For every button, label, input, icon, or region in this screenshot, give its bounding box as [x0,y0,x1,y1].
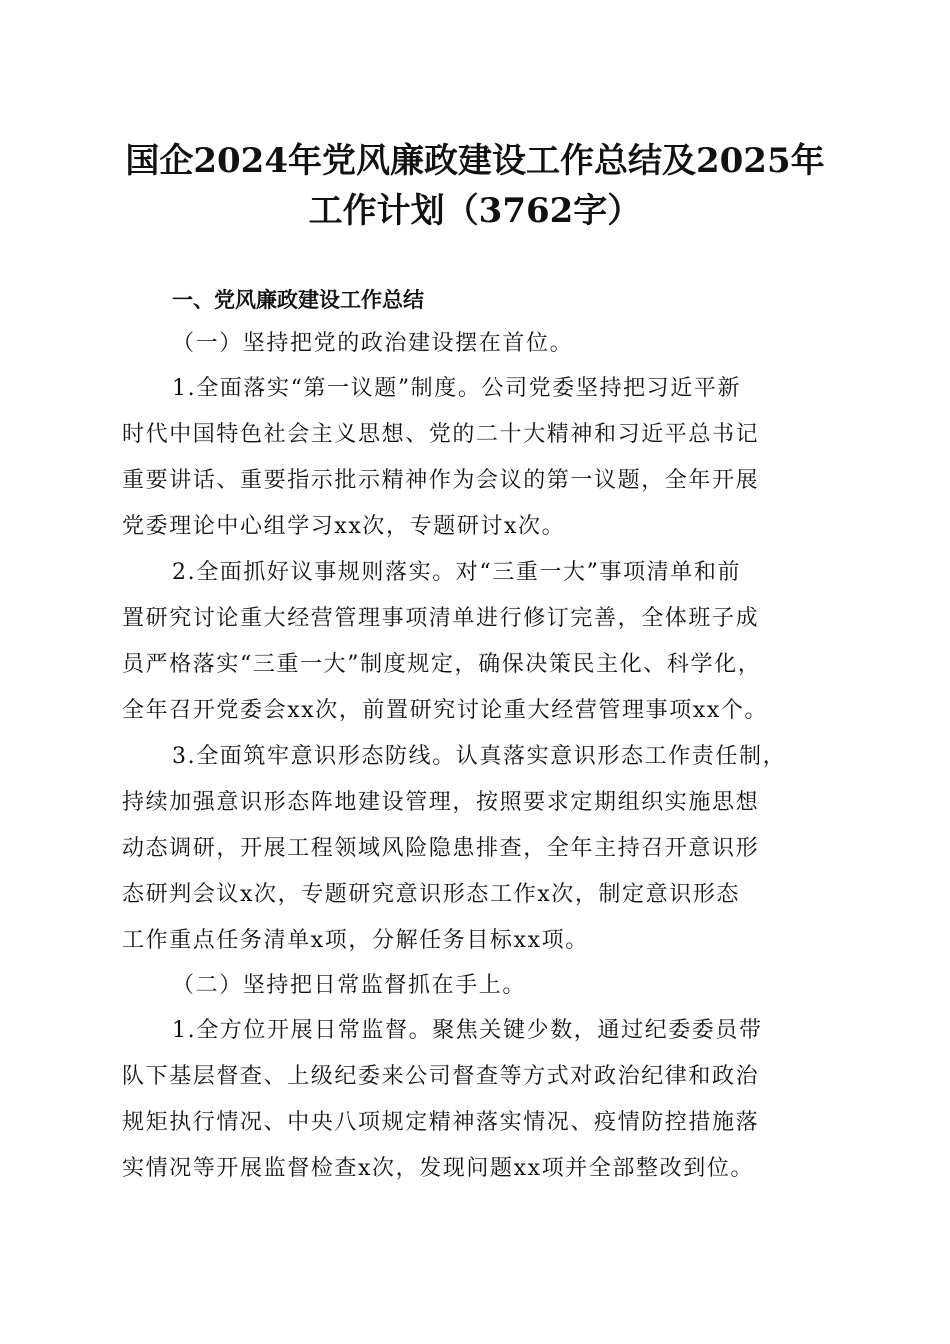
subsection-heading: （二）坚持把日常监督抓在手上。 [172,973,527,998]
paragraph-line: 工作重点任务清单x项，分解任务目标xx项。 [122,928,589,953]
paragraph-line: 3.全面筑牢意识形态防线。认真落实意识形态工作责任制， [172,744,787,769]
paragraph [122,734,832,964]
paragraph [122,1008,832,1192]
paragraph-line: 2.全面抓好议事规则落实。对“三重一大”事项清单和前 [172,560,742,585]
paragraph-line: 员严格落实“三重一大”制度规定，确保决策民主化、科学化， [122,652,762,677]
paragraph [122,366,832,550]
paragraph-line: 持续加强意识形态阵地建设管理，按照要求定期组织实施思想 [122,790,760,815]
paragraph-line: 全年召开党委会xx次，前置研究讨论重大经营管理事项xx个。 [122,698,769,723]
paragraph-line: 党委理论中心组学习xx次，专题研讨x次。 [122,514,566,539]
section-heading: 一、党风廉政建设工作总结 [172,288,424,312]
paragraph-line: 置研究讨论重大经营管理事项清单进行修订完善，全体班子成 [122,606,760,631]
paragraph-line: 实情况等开展监督检查x次，发现问题xx项并全部整改到位。 [122,1156,755,1181]
paragraph-line: 规矩执行情况、中央八项规定精神落实情况、疫情防控措施落 [122,1110,760,1135]
paragraph-line: 1.全方位开展日常监督。聚焦关键少数，通过纪委委员带 [172,1018,763,1043]
paragraph-line: 重要讲话、重要指示批示精神作为会议的第一议题，全年开展 [122,468,760,493]
title-line-1: 国企2024年党风廉政建设工作总结及2025年 [125,141,825,181]
title-line-2: 工作计划（3762字） [308,191,642,231]
subsection-heading: （一）坚持把党的政治建设摆在首位。 [172,331,574,356]
paragraph-line: 态研判会议x次，专题研究意识形态工作x次，制定意识形态 [122,882,741,907]
paragraph-line: 队下基层督查、上级纪委来公司督查等方式对政治纪律和政治 [122,1064,760,1089]
paragraph-line: 时代中国特色社会主义思想、党的二十大精神和习近平总书记 [122,422,760,447]
paragraph-line: 1.全面落实“第一议题”制度。公司党委坚持把习近平新 [172,376,742,401]
document-body [122,278,832,1192]
paragraph-line: 动态调研，开展工程领域风险隐患排查，全年主持召开意识形 [122,836,760,861]
document-title [100,136,850,236]
paragraph [122,550,832,734]
